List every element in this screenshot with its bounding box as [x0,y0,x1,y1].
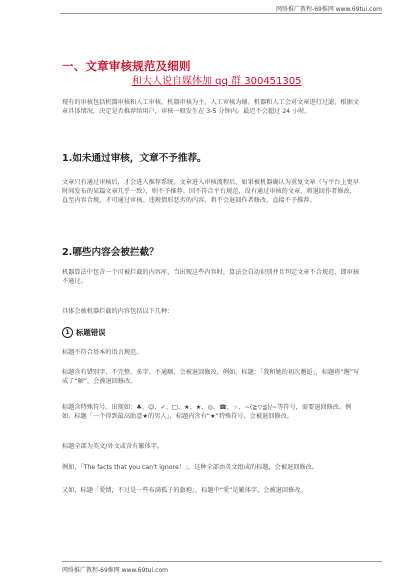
page-footer: 网络推广教程-69推网 www.69tui.com [62,567,168,574]
document-subtitle[interactable]: 和大人说自媒体加 qq 群 300451305 [132,76,302,87]
item-paragraph-4: 标题全部为英文/外文或含有繁体字。 [62,443,164,450]
section2-lead: 具体会被机器拦截的内容包括以下几种： [62,308,174,315]
section2-paragraph: 机器算法中包含一个可被拦截的内容库，当出现这些内容时，算法会自动识别并且判定文章不合规范，即审核不通过。 [62,269,359,286]
item-heading-label: 标题错误 [76,328,106,337]
item-paragraph-1: 标题不符合基本的语言规范。 [62,349,143,356]
item-paragraph-5: 例如，「The facts that you can't ignore！」，这种全部由英文组成的标题，会被退回修改。 [62,464,318,471]
item-paragraph-3: 标题含特殊符号。出现如：♣、☺、✓、□、★、★、◎、☎、☞、~(≧▽≦)/~等符号，需要退回修改。例如，标题「一个得到最高助意★的男人」，标题内含有“★”特殊符号，会被退回修改。 [62,404,352,421]
page-header: 网络推广教程-69推网 www.69tui.com [276,6,382,13]
item-paragraph-2: 标题含有错别字、不完整、多字、不通顺，会被退回修改。例如，标题：「我和她的初次邂逅」，标题将“邂”写成了“解”，会被退回修改。 [62,369,360,386]
section2-heading: 2.哪些内容会被拦截？ [62,247,159,258]
item-paragraph-6: 又如，标题「愛情，不过是一些布满孤子的旗袍」，标题中“愛”是繁体字，会被退回修改。 [62,487,307,494]
section1-heading: 1.如未通过审核，文章不予推荐。 [62,153,207,164]
circled-number: 1 [62,327,73,338]
item-heading [62,327,106,338]
section1-paragraph: 文章只有通过审核后，才会进入推荐系统。文章进入审核流程后，如果被机器确认为重复文章（与平台上更早时间发布的某篇文章几乎一致），则不予推荐。因不符合平台规范，没有通过审核的文章，将退回作者修改，直至内容合规，才可通过审核。违规情形恶劣的内容，将不会退回作者修改，直接不予推荐。 [62,179,359,205]
intro-paragraph: 现有的审核包括机器审核和人工审核，机器审核为主，人工审核为辅。机器和人工会对文章进行过滤，根据文章具体情况，决定是否推荐给用户，审核一般发生在 3-5 分钟内，最迟不会超过 24 小时。 [62,99,359,116]
document-title: 一、文章审核规范及细则 [62,59,191,73]
header-divider [60,13,382,14]
footer-divider [62,561,382,562]
